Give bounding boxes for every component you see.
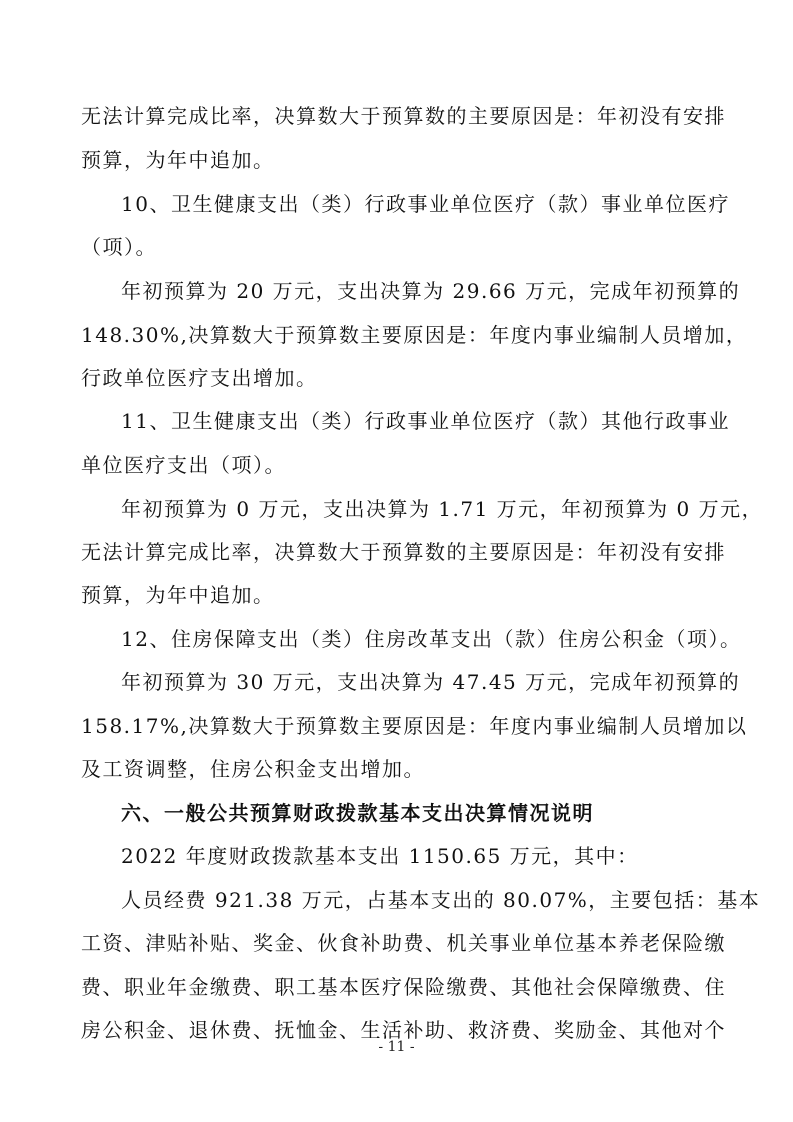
paragraph-line: 年初预算为 30 万元，支出决算为 47.45 万元，完成年初预算的 — [121, 670, 741, 694]
page-number: - 11 - — [378, 1039, 415, 1055]
paragraph-line: （项）。 — [81, 235, 157, 259]
section-heading: 六、一般公共预算财政拨款基本支出决算情况说明 — [121, 801, 594, 825]
paragraph-line: 158.17%,决算数大于预算数主要原因是：年度内事业编制人员增加以 — [81, 714, 748, 738]
item-heading-12: 12、住房保障支出（类）住房改革支出（款）住房公积金（项）。 — [121, 627, 742, 651]
paragraph-line: 2022 年度财政拨款基本支出 1150.65 万元，其中： — [121, 844, 639, 868]
paragraph-line: 预算，为年中追加。 — [81, 148, 275, 172]
paragraph-line: 148.30%,决算数大于预算数主要原因是：年度内事业编制人员增加， — [81, 323, 748, 347]
paragraph-line: 年初预算为 20 万元，支出决算为 29.66 万元，完成年初预算的 — [121, 279, 741, 303]
item-heading-11: 11、卫生健康支出（类）行政事业单位医疗（款）其他行政事业 — [121, 409, 730, 433]
paragraph-line: 房公积金、退休费、抚恤金、生活补助、救济费、奖励金、其他对个 — [81, 1018, 726, 1042]
paragraph-line: 单位医疗支出（项）。 — [81, 453, 286, 477]
paragraph-line: 人员经费 921.38 万元，占基本支出的 80.07%，主要包括：基本 — [121, 888, 761, 912]
paragraph-line: 无法计算完成比率，决算数大于预算数的主要原因是：年初没有安排 — [81, 104, 726, 128]
paragraph-line: 无法计算完成比率，决算数大于预算数的主要原因是：年初没有安排 — [81, 540, 726, 564]
paragraph-line: 行政单位医疗支出增加。 — [81, 366, 318, 390]
paragraph-line: 年初预算为 0 万元，支出决算为 1.71 万元，年初预算为 0 万元， — [121, 497, 764, 521]
paragraph-line: 工资、津贴补贴、奖金、伙食补助费、机关事业单位基本养老保险缴 — [81, 931, 726, 955]
paragraph-line: 预算，为年中追加。 — [81, 583, 275, 607]
item-heading-10: 10、卫生健康支出（类）行政事业单位医疗（款）事业单位医疗 — [121, 192, 730, 216]
paragraph-line: 费、职业年金缴费、职工基本医疗保险缴费、其他社会保障缴费、住 — [81, 975, 726, 999]
paragraph-line: 及工资调整，住房公积金支出增加。 — [81, 757, 425, 781]
